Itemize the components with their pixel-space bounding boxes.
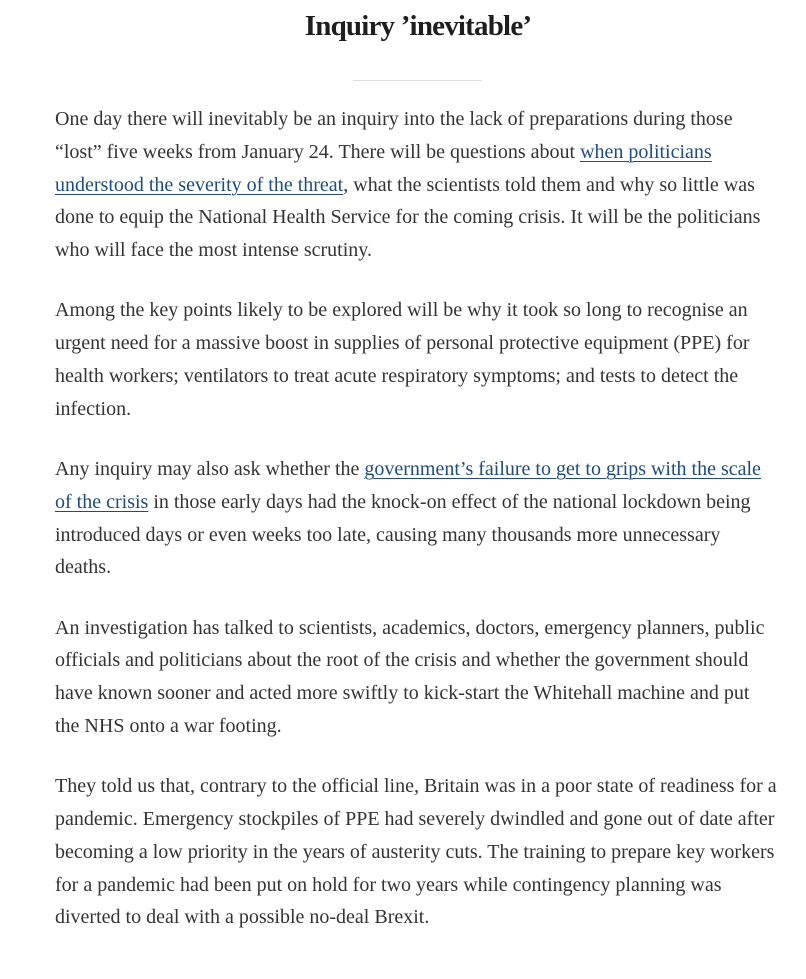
heading-divider	[353, 80, 482, 81]
paragraph-1-text-after: , what the scientists told them and why so little was done to equip the National Health Service for the coming crisis. It will be the politicians who will face the most intense scrutiny.	[55, 173, 761, 262]
paragraph-2: Among the key points likely to be explored will be why it took so long to recognise an urgent need for a massive boost in supplies of personal protective equipment (PPE) for health workers; ventilators to treat acute respiratory symptoms; and tests to detect the infection.	[55, 299, 750, 420]
link-politicians-understood-threat[interactable]: when politicians understood the severity of the threat	[55, 140, 712, 196]
paragraph-3	[55, 453, 777, 584]
paragraph-1	[55, 103, 777, 267]
article-body	[55, 103, 777, 961]
paragraph-1-text-before: One day there will inevitably be an inquiry into the lack of preparations during those “lost” five weeks from January 24. There will be questions about	[55, 108, 733, 163]
link-government-failure[interactable]: government’s failure to get to grips with the scale of the crisis	[55, 457, 761, 513]
paragraph-5: They told us that, contrary to the official line, Britain was in a poor state of readiness for a pandemic. Emergency stockpiles of PPE had severely dwindled and gone out of date after becoming a low priority in the years of austerity cuts. The training to prepare key workers for a pandemic had been put on hold for two years while contingency planning was diverted to deal with a possible no-deal Brexit.	[55, 775, 777, 929]
paragraph-3-text-after: in those early days had the knock-on effect of the national lockdown being introduced days or even weeks too late, causing many thousands more unnecessary deaths.	[55, 490, 751, 579]
paragraph-3-text-before: Any inquiry may also ask whether the	[55, 457, 365, 480]
section-heading: Inquiry ’inevitable’	[304, 10, 532, 42]
paragraph-4: An investigation has talked to scientists, academics, doctors, emergency planners, public officials and politicians about the root of the crisis and whether the government should have known sooner and acted more swiftly to kick-start the Whitehall machine and put the NHS onto a war footing.	[55, 616, 765, 737]
